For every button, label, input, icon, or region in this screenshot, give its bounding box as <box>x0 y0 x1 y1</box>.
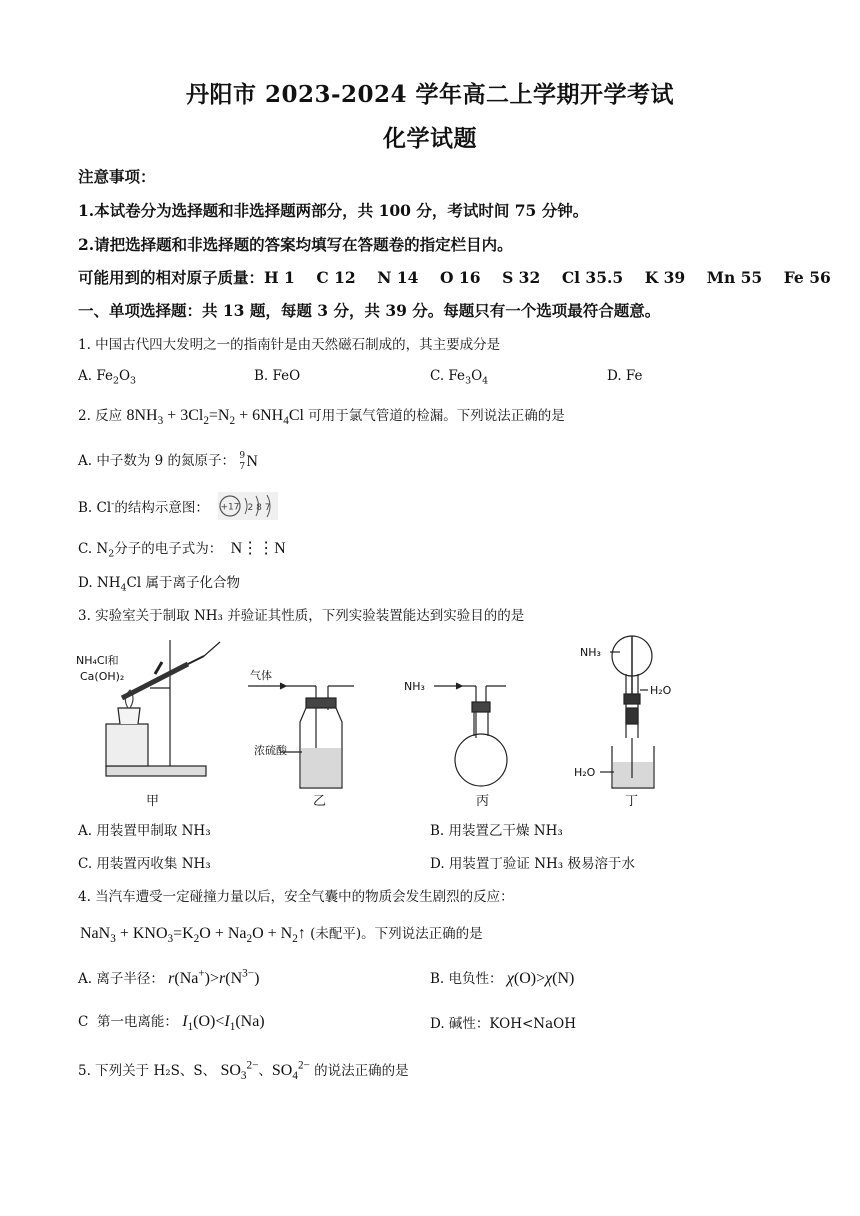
q5-stem: 5. 下列关于 H₂S、S、 $SO_3^{2-}$、$SO_4^{2-}$ 的说法正确的是 <box>78 1059 409 1083</box>
q4-option-d[interactable]: D. 碱性：KOH<NaOH <box>430 1016 577 1032</box>
q4-option-c[interactable]: C 第一电离能： $I_1(O)<I_1(Na)$ <box>78 1013 265 1034</box>
q3-option-a[interactable]: A. 用装置甲制取 NH₃ <box>78 823 211 839</box>
notice-item-2: 2.请把选择题和非选择题的答案均填写在答题卷的指定栏目内。 <box>78 235 513 254</box>
q2-option-c[interactable]: C. $N_2$分子的电子式为： N⋮⋮N <box>78 540 286 560</box>
q1-option-b[interactable]: B. FeO <box>254 368 301 384</box>
jia-reagent-2: Ca(OH)₂ <box>80 670 125 683</box>
figure-label-ding: 丁 <box>625 794 639 809</box>
exam-subtitle: 化学试题 <box>383 125 477 152</box>
nucleus-charge: +17 <box>220 502 240 513</box>
figure-label-yi: 乙 <box>313 794 327 809</box>
figure-label-jia: 甲 <box>146 794 160 809</box>
q2-option-d[interactable]: D. $NH_4Cl$ 属于离子化合物 <box>78 575 240 594</box>
q1-stem: 1. 中国古代四大发明之一的指南针是由天然磁石制成的，其主要成分是 <box>78 337 501 353</box>
nitrogen-electron-formula: N⋮⋮N <box>230 540 286 557</box>
ding-gas-label: NH₃ <box>580 646 601 659</box>
apparatus-figures <box>70 628 690 808</box>
q3-option-b[interactable]: B. 用装置乙干燥 NH₃ <box>430 823 563 839</box>
ding-water-label-2: H₂O <box>574 766 596 779</box>
q4-equation: $NaN_3 + KNO_3=K_2O + Na_2O$ + $N_2↑$ <box>80 925 306 946</box>
jia-reagent-1: NH₄Cl和 <box>76 654 119 667</box>
q3-option-c[interactable]: C. 用装置丙收集 NH₃ <box>78 856 211 872</box>
exam-title: 丹阳市 2023-2024 学年高二上学期开学考试 <box>185 81 675 108</box>
bing-gas-label: NH₃ <box>404 680 425 693</box>
ding-water-label-1: H₂O <box>650 684 672 697</box>
q2-option-a[interactable]: A. 中子数为 9 的氮原子： 9 7 N <box>78 450 258 472</box>
q2-option-b[interactable]: B. Cl-的结构示意图： <box>78 498 209 516</box>
q2-stem: 2. 反应 $8NH_3 + 3Cl_2=N_2 + 6NH_4Cl$ 可用于氯气管道的检漏。下列说法正确的是 <box>78 407 565 428</box>
apparatus-ding <box>574 636 672 788</box>
chloride-structure-diagram <box>218 492 278 520</box>
figure-label-bing: 丙 <box>476 794 490 809</box>
q3-option-d[interactable]: D. 用装置丁验证 NH₃ 极易溶于水 <box>430 856 636 872</box>
q4-stem: 4. 当汽车遭受一定碰撞力量以后，安全气囊中的物质会发生剧烈的反应： <box>78 889 514 905</box>
notice-item-1: 1.本试卷分为选择题和非选择题两部分，共 100 分，考试时间 75 分钟。 <box>78 201 589 220</box>
electron-shells: 2 8 7 <box>247 503 271 513</box>
yi-acid-label: 浓硫酸 <box>254 744 287 757</box>
q4-equation-line: $NaN_3 + KNO_3=K_2O + Na_2O$ + $N_2↑$ (未配平)。下列说法正确的是 <box>80 925 483 946</box>
apparatus-yi <box>248 668 354 788</box>
q3-stem: 3. 实验室关于制取 NH₃ 并验证其性质，下列实验装置能达到实验目的的是 <box>78 608 525 624</box>
q1-option-a[interactable]: A. $Fe_2O_3$ <box>78 368 137 387</box>
yi-gas-label: 气体 <box>250 669 272 682</box>
q4-option-b[interactable]: B. 电负性： χ(O)>χ(N) <box>430 970 575 987</box>
apparatus-bing <box>404 680 507 786</box>
nitrogen-isotope-symbol: 9 7 N <box>239 450 258 472</box>
q2-equation: $8NH_3 + 3Cl_2=N_2 + 6NH_4Cl$ <box>126 407 304 428</box>
atomic-masses: 可能用到的相对原子质量：H 1 C 12 N 14 O 16 S 32 Cl 35.5 K 39 Mn 55 Fe 56 <box>78 268 831 287</box>
q1-option-c[interactable]: C. $Fe_3O_4$ <box>430 368 489 387</box>
q4-option-a[interactable]: A. 离子半径： $r(Na^+)>r(N^{3-})$ <box>78 967 260 987</box>
q1-option-d[interactable]: D. Fe <box>607 368 643 384</box>
notice-heading: 注意事项： <box>78 167 156 186</box>
section-heading: 一、单项选择题：共 13 题，每题 3 分，共 39 分。每题只有一个选项最符合题意。 <box>78 301 661 320</box>
apparatus-jia <box>76 640 220 776</box>
